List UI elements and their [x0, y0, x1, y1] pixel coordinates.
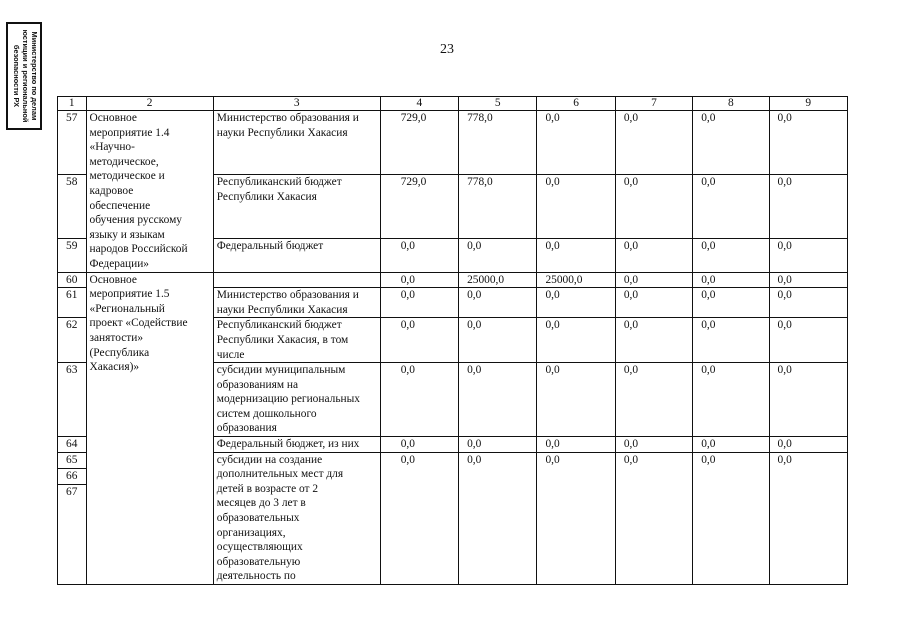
funding-source-line: науки Республики Хакасия: [216, 126, 348, 139]
funding-source-line: образованиям на: [216, 378, 299, 391]
funding-source-line: дополнительных мест для: [216, 468, 344, 481]
activity-description: [86, 111, 213, 273]
row-number: 62: [58, 318, 87, 363]
funding-source-line: Федеральный бюджет: [216, 240, 324, 253]
activity-description-line: обучения русскому: [89, 214, 183, 227]
value-cell: 25000,0: [459, 272, 537, 288]
activity-description-line: мероприятие 1.4: [89, 126, 170, 139]
value-cell: 0,0: [537, 318, 615, 363]
stamp-line: юстиции и региональной: [20, 29, 30, 123]
header-cell: 2: [86, 97, 213, 111]
value-cell: 0,0: [693, 318, 769, 363]
activity-description-line: кадровое: [89, 184, 134, 197]
page-number: 23: [440, 42, 454, 57]
registration-stamp: [6, 22, 42, 130]
value-cell: 0,0: [769, 272, 847, 288]
value-cell: 0,0: [615, 175, 692, 239]
header-cell: 6: [537, 97, 615, 111]
funding-source: [213, 452, 380, 584]
value-cell: 0,0: [459, 363, 537, 437]
value-cell: 0,0: [615, 318, 692, 363]
activity-description-line: языку и языкам: [89, 228, 165, 241]
header-cell: 5: [459, 97, 537, 111]
value-cell: 0,0: [769, 318, 847, 363]
value-cell: 729,0: [380, 175, 458, 239]
activity-description-line: обеспечение: [89, 199, 151, 212]
activity-description-line: занятости»: [89, 331, 144, 344]
funding-source: [213, 239, 380, 272]
value-cell: 0,0: [380, 437, 458, 453]
funding-source: [213, 272, 380, 288]
value-cell: 0,0: [769, 288, 847, 318]
activity-description-line: Хакасия)»: [89, 361, 140, 374]
funding-source: [213, 437, 380, 453]
value-cell: 0,0: [769, 452, 847, 584]
value-cell: 0,0: [459, 452, 537, 584]
table-row: [58, 111, 848, 175]
budget-table: [57, 96, 848, 585]
funding-source-line: деятельность по: [216, 570, 296, 583]
row-number: 61: [58, 288, 87, 318]
value-cell: 0,0: [615, 437, 692, 453]
funding-source-line: образовательных: [216, 512, 300, 525]
activity-description-line: Федерации»: [89, 257, 149, 270]
value-cell: 0,0: [537, 363, 615, 437]
value-cell: 0,0: [615, 363, 692, 437]
funding-source-line: образования: [216, 422, 277, 435]
value-cell: 0,0: [537, 437, 615, 453]
row-number: 58: [58, 175, 87, 239]
value-cell: 0,0: [615, 111, 692, 175]
value-cell: 0,0: [615, 288, 692, 318]
funding-source-line: организациях,: [216, 526, 286, 539]
row-number: 67: [58, 485, 87, 585]
value-cell: 0,0: [615, 239, 692, 272]
row-number: 63: [58, 363, 87, 437]
value-cell: 0,0: [459, 437, 537, 453]
value-cell: 0,0: [537, 239, 615, 272]
value-cell: 778,0: [459, 175, 537, 239]
value-cell: 0,0: [693, 288, 769, 318]
funding-source-line: детей в возрасте от 2: [216, 482, 319, 495]
value-cell: 778,0: [459, 111, 537, 175]
value-cell: 0,0: [459, 288, 537, 318]
value-cell: 0,0: [769, 437, 847, 453]
activity-description-line: проект «Содействие: [89, 317, 188, 330]
funding-source-line: модернизацию региональных: [216, 393, 360, 406]
funding-source-line: месяцев до 3 лет в: [216, 497, 306, 510]
funding-source-line: субсидии муниципальным: [216, 364, 346, 377]
header-row: [58, 97, 848, 111]
value-cell: 0,0: [769, 175, 847, 239]
funding-source-line: образовательную: [216, 555, 301, 568]
activity-description-line: методическое,: [89, 155, 159, 168]
activity-description-line: методическое и: [89, 170, 165, 183]
value-cell: 0,0: [693, 111, 769, 175]
value-cell: 0,0: [693, 452, 769, 584]
header-cell: 1: [58, 97, 87, 111]
activity-description-line: мероприятие 1.5: [89, 288, 170, 301]
row-number: 64: [58, 437, 87, 453]
value-cell: 0,0: [380, 452, 458, 584]
funding-source-line: Министерство образования и: [216, 289, 359, 302]
funding-source-line: Республики Хакасия, в том: [216, 333, 349, 346]
activity-description-line: народов Российской: [89, 243, 188, 256]
value-cell: 0,0: [769, 111, 847, 175]
value-cell: 0,0: [537, 111, 615, 175]
row-number: 59: [58, 239, 87, 272]
value-cell: 0,0: [380, 239, 458, 272]
value-cell: 0,0: [537, 452, 615, 584]
funding-source-line: числе: [216, 348, 245, 361]
activity-description-line: Основное: [89, 112, 137, 124]
value-cell: 0,0: [537, 288, 615, 318]
value-cell: 0,0: [459, 318, 537, 363]
value-cell: 0,0: [380, 272, 458, 288]
activity-description-line: (Республика: [89, 346, 150, 359]
funding-source-line: Республиканский бюджет: [216, 319, 342, 332]
value-cell: 0,0: [693, 272, 769, 288]
value-cell: 0,0: [615, 452, 692, 584]
row-number: 60: [58, 272, 87, 288]
value-cell: 0,0: [693, 363, 769, 437]
value-cell: 0,0: [380, 363, 458, 437]
funding-source-line: субсидии на создание: [216, 453, 323, 466]
value-cell: 0,0: [769, 239, 847, 272]
funding-source-line: осуществляющих: [216, 541, 303, 554]
value-cell: 0,0: [693, 239, 769, 272]
header-cell: 4: [380, 97, 458, 111]
activity-description-line: «Региональный: [89, 302, 165, 315]
funding-source-line: науки Республики Хакасия: [216, 303, 348, 316]
value-cell: 0,0: [380, 318, 458, 363]
funding-source-line: Республики Хакасия: [216, 190, 317, 203]
header-cell: 8: [693, 97, 769, 111]
value-cell: 0,0: [769, 363, 847, 437]
value-cell: 0,0: [693, 175, 769, 239]
value-cell: 0,0: [615, 272, 692, 288]
stamp-line: Министерство по делам: [30, 31, 39, 121]
value-cell: 0,0: [459, 239, 537, 272]
table-row: [58, 272, 848, 288]
value-cell: 25000,0: [537, 272, 615, 288]
stamp-line: безопасности РХ: [11, 44, 21, 108]
funding-source-line: Федеральный бюджет, из них: [216, 438, 360, 451]
row-number: 57: [58, 111, 87, 175]
row-number: 66: [58, 468, 87, 484]
value-cell: 729,0: [380, 111, 458, 175]
value-cell: 0,0: [537, 175, 615, 239]
header-cell: 7: [615, 97, 692, 111]
activity-description-line: Основное: [89, 273, 137, 286]
funding-source: [213, 318, 380, 363]
activity-description: [86, 272, 213, 584]
funding-source-line: систем дошкольного: [216, 407, 317, 420]
funding-source-line: Министерство образования и: [216, 112, 359, 124]
funding-source: [213, 363, 380, 437]
funding-source-line: Республиканский бюджет: [216, 176, 342, 189]
activity-description-line: «Научно-: [89, 141, 135, 154]
header-cell: 9: [769, 97, 847, 111]
funding-source: [213, 175, 380, 239]
row-number: 65: [58, 452, 87, 468]
header-cell: 3: [213, 97, 380, 111]
value-cell: 0,0: [380, 288, 458, 318]
funding-source: [213, 288, 380, 318]
funding-source: [213, 111, 380, 175]
value-cell: 0,0: [693, 437, 769, 453]
